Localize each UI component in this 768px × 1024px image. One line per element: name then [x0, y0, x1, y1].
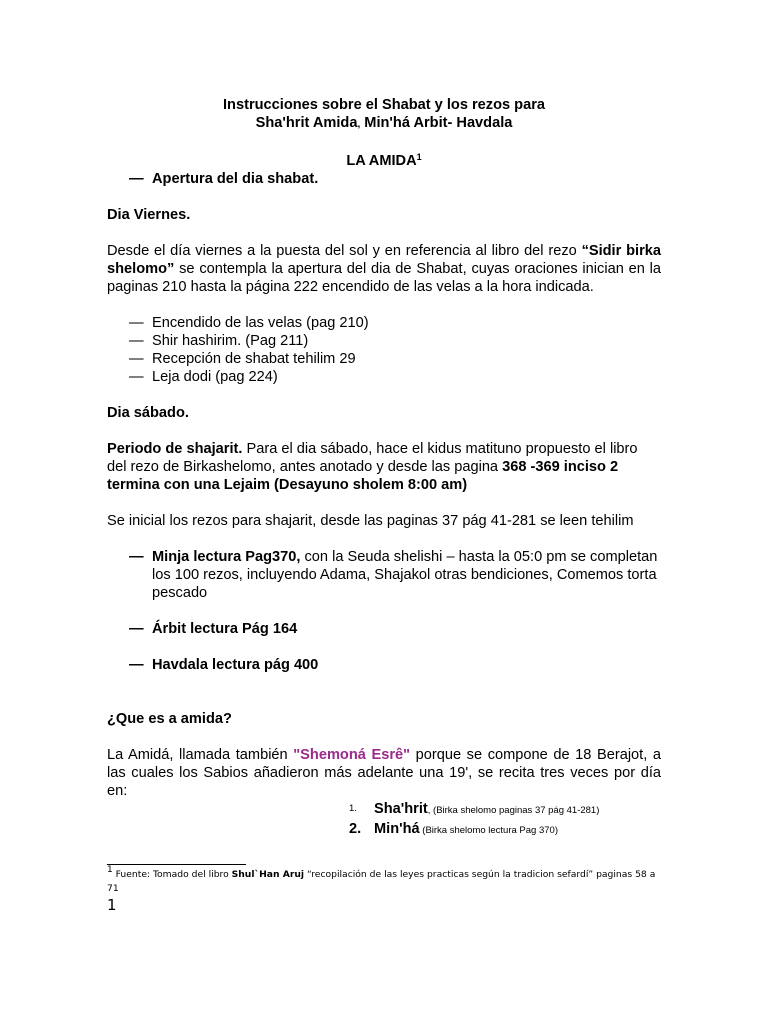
amida-times-list — [107, 800, 661, 840]
footnote-separator — [107, 864, 246, 865]
document-title — [107, 96, 661, 134]
footnote-reference[interactable]: 1 — [416, 152, 422, 162]
list-item: 1. Sha'hrit, (Birka shelomo paginas 37 pág 41-281) — [349, 801, 600, 817]
viernes-paragraph: Desde el día viernes a la puesta del sol y en referencia al libro del rezo “Sidir birka shelomo” se contempla la apertura del dia de Shabat, cuyas oraciones inician en la paginas 210 hasta la página 222 encendido de las velas a la hora indicada. — [107, 243, 661, 295]
arbit-list — [107, 620, 661, 638]
list-item-havdala: — Havdala lectura pág 400 — [129, 657, 319, 673]
list-item-minja: — Minja lectura Pag370, con la Seuda shelishi – hasta la 05:0 pm se completan los 100 rezos, incluyendo Adama, Shajakol otras bendiciones, Comemos torta pescado — [129, 549, 658, 601]
sabado-heading: Dia sábado. — [107, 405, 189, 421]
inicial-paragraph: Se inicial los rezos para shajarit, desde las paginas 37 pág 41-281 se leen tehilim — [107, 513, 634, 529]
amida-heading: LA AMIDA$^1$ — [346, 152, 422, 169]
shajarit-paragraph: Periodo de shajarit. Para el dia sábado, hace el kidus matituno propuesto el libro del rezo de Birkashelomo, antes anotado y desde las pagina 368 -369 inciso 2 termina con una Lejaim (Desayuno sholem 8:00 am) — [107, 441, 638, 493]
list-item: — Leja dodi (pag 224) — [129, 369, 278, 385]
list-item: — Encendido de las velas (pag 210) — [129, 315, 369, 331]
document-body — [107, 96, 661, 840]
sabado-items-list — [107, 548, 661, 602]
list-item: — Apertura del dia shabat. — [129, 171, 319, 187]
list-item: 2. Min'há (Birka shelomo lectura Pag 370) — [349, 821, 558, 837]
page-number: 1 — [107, 896, 117, 914]
amida-question: ¿Que es a amida? — [107, 711, 232, 727]
amida-paragraph: La Amidá, llamada también "Shemoná Esrê" porque se compone de 18 Berajot, a las cuales los Sabios añadieron más adelante una 19', se recita tres veces por día en: — [107, 747, 661, 799]
apertura-list — [107, 170, 661, 188]
title-line-1: Instrucciones sobre el Shabat y los rezos para — [223, 97, 545, 113]
shemona-esre-highlight: "Shemoná Esrê" — [293, 747, 411, 763]
title-line-2: Sha'hrit Amida, Min'há Arbit- Havdala — [255, 115, 513, 131]
list-item: — Recepción de shabat tehilim 29 — [129, 351, 356, 367]
havdala-list — [107, 656, 661, 674]
list-item: — Shir hashirim. (Pag 211) — [129, 333, 309, 349]
list-item-arbit: — Árbit lectura Pág 164 — [129, 621, 298, 637]
footnote: $^1$ Fuente: Tomado del libro Shul`Han Aruj “recopilación de las leyes practicas según la tradicion sefardí” paginas 58 a 71 — [107, 865, 656, 894]
viernes-items-list — [107, 314, 661, 386]
viernes-heading: Dia Viernes. — [107, 207, 191, 223]
